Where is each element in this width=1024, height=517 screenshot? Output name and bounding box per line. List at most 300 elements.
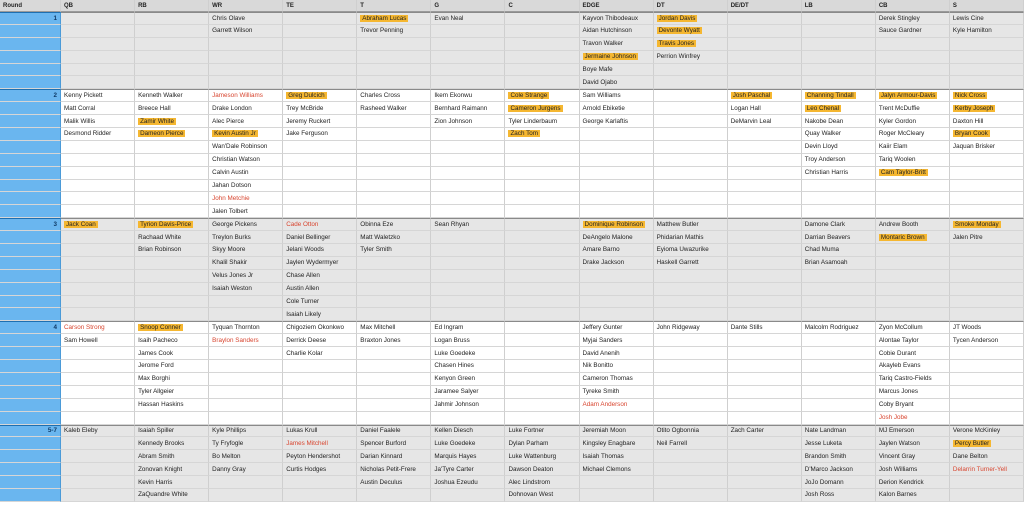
cell-wr[interactable] [209, 283, 283, 296]
cell-wr[interactable] [209, 231, 283, 244]
cell-rb[interactable] [135, 373, 209, 386]
cell-wr[interactable] [209, 347, 283, 360]
cell-wr[interactable] [209, 64, 283, 77]
cell-edge[interactable] [580, 218, 654, 231]
cell-s[interactable] [950, 386, 1024, 399]
cell-qb[interactable] [61, 205, 135, 218]
cell-lb[interactable] [802, 244, 876, 257]
cell-lb[interactable] [802, 128, 876, 141]
cell-te[interactable] [283, 399, 357, 412]
cell-s[interactable] [950, 141, 1024, 154]
cell-te[interactable] [283, 38, 357, 51]
cell-lb[interactable] [802, 489, 876, 502]
cell-qb[interactable] [61, 102, 135, 115]
cell-s[interactable] [950, 25, 1024, 38]
cell-de-dt[interactable] [728, 89, 802, 102]
cell-s[interactable] [950, 321, 1024, 334]
cell-s[interactable] [950, 360, 1024, 373]
cell-rb[interactable] [135, 270, 209, 283]
cell-qb[interactable] [61, 270, 135, 283]
cell-edge[interactable] [580, 231, 654, 244]
cell-edge[interactable] [580, 25, 654, 38]
cell-lb[interactable] [802, 167, 876, 180]
cell-t[interactable] [357, 257, 431, 270]
cell-qb[interactable] [61, 308, 135, 321]
cell-te[interactable] [283, 296, 357, 309]
cell-g[interactable] [431, 450, 505, 463]
cell-c[interactable] [505, 412, 579, 425]
cell-s[interactable] [950, 244, 1024, 257]
round-cell[interactable] [0, 76, 61, 89]
cell-s[interactable] [950, 205, 1024, 218]
cell-te[interactable] [283, 115, 357, 128]
cell-edge[interactable] [580, 425, 654, 438]
cell-wr[interactable] [209, 205, 283, 218]
round-cell[interactable] [0, 141, 61, 154]
cell-rb[interactable] [135, 51, 209, 64]
cell-qb[interactable] [61, 321, 135, 334]
cell-de-dt[interactable] [728, 25, 802, 38]
cell-rb[interactable] [135, 102, 209, 115]
cell-dt[interactable] [654, 334, 728, 347]
cell-s[interactable] [950, 257, 1024, 270]
cell-qb[interactable] [61, 38, 135, 51]
cell-c[interactable] [505, 102, 579, 115]
cell-lb[interactable] [802, 321, 876, 334]
cell-g[interactable] [431, 128, 505, 141]
cell-rb[interactable] [135, 141, 209, 154]
cell-g[interactable] [431, 64, 505, 77]
round-cell[interactable] [0, 270, 61, 283]
cell-g[interactable] [431, 51, 505, 64]
cell-dt[interactable] [654, 167, 728, 180]
cell-dt[interactable] [654, 51, 728, 64]
cell-dt[interactable] [654, 270, 728, 283]
cell-cb[interactable] [876, 412, 950, 425]
cell-qb[interactable] [61, 296, 135, 309]
cell-de-dt[interactable] [728, 476, 802, 489]
cell-t[interactable] [357, 231, 431, 244]
cell-edge[interactable] [580, 192, 654, 205]
cell-te[interactable] [283, 12, 357, 25]
cell-c[interactable] [505, 141, 579, 154]
cell-wr[interactable] [209, 102, 283, 115]
cell-t[interactable] [357, 25, 431, 38]
cell-edge[interactable] [580, 450, 654, 463]
cell-lb[interactable] [802, 89, 876, 102]
cell-edge[interactable] [580, 373, 654, 386]
cell-s[interactable] [950, 450, 1024, 463]
cell-rb[interactable] [135, 244, 209, 257]
cell-cb[interactable] [876, 257, 950, 270]
cell-de-dt[interactable] [728, 450, 802, 463]
cell-rb[interactable] [135, 476, 209, 489]
cell-wr[interactable] [209, 321, 283, 334]
cell-dt[interactable] [654, 425, 728, 438]
cell-wr[interactable] [209, 244, 283, 257]
cell-cb[interactable] [876, 115, 950, 128]
cell-de-dt[interactable] [728, 115, 802, 128]
column-header-t[interactable]: T [357, 0, 431, 12]
cell-de-dt[interactable] [728, 386, 802, 399]
cell-cb[interactable] [876, 128, 950, 141]
cell-edge[interactable] [580, 64, 654, 77]
cell-s[interactable] [950, 76, 1024, 89]
cell-g[interactable] [431, 76, 505, 89]
cell-g[interactable] [431, 167, 505, 180]
cell-rb[interactable] [135, 386, 209, 399]
cell-qb[interactable] [61, 283, 135, 296]
round-cell[interactable] [0, 244, 61, 257]
cell-c[interactable] [505, 89, 579, 102]
cell-de-dt[interactable] [728, 257, 802, 270]
cell-c[interactable] [505, 205, 579, 218]
cell-wr[interactable] [209, 360, 283, 373]
cell-wr[interactable] [209, 296, 283, 309]
cell-s[interactable] [950, 373, 1024, 386]
cell-lb[interactable] [802, 76, 876, 89]
cell-t[interactable] [357, 102, 431, 115]
cell-lb[interactable] [802, 476, 876, 489]
cell-te[interactable] [283, 244, 357, 257]
column-header-g[interactable]: G [431, 0, 505, 12]
cell-s[interactable] [950, 437, 1024, 450]
cell-edge[interactable] [580, 463, 654, 476]
cell-wr[interactable] [209, 437, 283, 450]
round-cell[interactable] [0, 476, 61, 489]
cell-cb[interactable] [876, 167, 950, 180]
cell-cb[interactable] [876, 296, 950, 309]
cell-qb[interactable] [61, 128, 135, 141]
round-cell[interactable] [0, 373, 61, 386]
cell-s[interactable] [950, 489, 1024, 502]
cell-g[interactable] [431, 437, 505, 450]
cell-wr[interactable] [209, 141, 283, 154]
cell-wr[interactable] [209, 154, 283, 167]
cell-cb[interactable] [876, 283, 950, 296]
cell-c[interactable] [505, 244, 579, 257]
cell-qb[interactable] [61, 450, 135, 463]
cell-te[interactable] [283, 141, 357, 154]
cell-g[interactable] [431, 283, 505, 296]
cell-edge[interactable] [580, 128, 654, 141]
cell-rb[interactable] [135, 205, 209, 218]
cell-cb[interactable] [876, 321, 950, 334]
cell-lb[interactable] [802, 399, 876, 412]
cell-rb[interactable] [135, 308, 209, 321]
cell-edge[interactable] [580, 244, 654, 257]
cell-edge[interactable] [580, 115, 654, 128]
cell-qb[interactable] [61, 154, 135, 167]
cell-t[interactable] [357, 167, 431, 180]
cell-g[interactable] [431, 192, 505, 205]
cell-lb[interactable] [802, 296, 876, 309]
cell-g[interactable] [431, 463, 505, 476]
cell-rb[interactable] [135, 192, 209, 205]
cell-t[interactable] [357, 141, 431, 154]
cell-rb[interactable] [135, 463, 209, 476]
cell-t[interactable] [357, 51, 431, 64]
cell-de-dt[interactable] [728, 360, 802, 373]
round-cell[interactable] [0, 167, 61, 180]
cell-g[interactable] [431, 12, 505, 25]
cell-rb[interactable] [135, 167, 209, 180]
cell-t[interactable] [357, 437, 431, 450]
cell-dt[interactable] [654, 386, 728, 399]
cell-g[interactable] [431, 360, 505, 373]
cell-s[interactable] [950, 89, 1024, 102]
column-header-round[interactable]: Round [0, 0, 61, 12]
cell-qb[interactable] [61, 244, 135, 257]
cell-de-dt[interactable] [728, 437, 802, 450]
cell-t[interactable] [357, 192, 431, 205]
cell-c[interactable] [505, 51, 579, 64]
cell-rb[interactable] [135, 89, 209, 102]
cell-te[interactable] [283, 437, 357, 450]
cell-te[interactable] [283, 89, 357, 102]
cell-cb[interactable] [876, 231, 950, 244]
cell-rb[interactable] [135, 257, 209, 270]
cell-te[interactable] [283, 205, 357, 218]
cell-wr[interactable] [209, 167, 283, 180]
cell-t[interactable] [357, 115, 431, 128]
cell-lb[interactable] [802, 437, 876, 450]
cell-de-dt[interactable] [728, 102, 802, 115]
round-cell[interactable] [0, 437, 61, 450]
cell-lb[interactable] [802, 180, 876, 193]
cell-qb[interactable] [61, 218, 135, 231]
cell-de-dt[interactable] [728, 373, 802, 386]
cell-cb[interactable] [876, 89, 950, 102]
cell-rb[interactable] [135, 399, 209, 412]
cell-edge[interactable] [580, 89, 654, 102]
round-cell[interactable] [0, 386, 61, 399]
cell-qb[interactable] [61, 180, 135, 193]
cell-s[interactable] [950, 12, 1024, 25]
cell-s[interactable] [950, 115, 1024, 128]
cell-g[interactable] [431, 244, 505, 257]
cell-wr[interactable] [209, 270, 283, 283]
cell-t[interactable] [357, 89, 431, 102]
cell-lb[interactable] [802, 12, 876, 25]
cell-cb[interactable] [876, 25, 950, 38]
cell-c[interactable] [505, 360, 579, 373]
cell-edge[interactable] [580, 283, 654, 296]
cell-de-dt[interactable] [728, 180, 802, 193]
cell-wr[interactable] [209, 180, 283, 193]
cell-cb[interactable] [876, 399, 950, 412]
cell-dt[interactable] [654, 347, 728, 360]
cell-rb[interactable] [135, 489, 209, 502]
cell-t[interactable] [357, 308, 431, 321]
column-header-rb[interactable]: RB [135, 0, 209, 12]
cell-lb[interactable] [802, 64, 876, 77]
cell-edge[interactable] [580, 296, 654, 309]
cell-rb[interactable] [135, 25, 209, 38]
cell-dt[interactable] [654, 308, 728, 321]
cell-c[interactable] [505, 25, 579, 38]
round-cell[interactable] [0, 64, 61, 77]
cell-s[interactable] [950, 154, 1024, 167]
cell-t[interactable] [357, 270, 431, 283]
round-cell[interactable]: 4 [0, 321, 61, 334]
cell-qb[interactable] [61, 231, 135, 244]
cell-s[interactable] [950, 296, 1024, 309]
column-header-s[interactable]: S [950, 0, 1024, 12]
cell-cb[interactable] [876, 308, 950, 321]
cell-de-dt[interactable] [728, 463, 802, 476]
cell-g[interactable] [431, 231, 505, 244]
cell-qb[interactable] [61, 489, 135, 502]
cell-s[interactable] [950, 347, 1024, 360]
cell-t[interactable] [357, 205, 431, 218]
cell-qb[interactable] [61, 437, 135, 450]
cell-te[interactable] [283, 450, 357, 463]
cell-edge[interactable] [580, 51, 654, 64]
round-cell[interactable]: 5-7 [0, 425, 61, 438]
cell-dt[interactable] [654, 283, 728, 296]
cell-t[interactable] [357, 373, 431, 386]
cell-dt[interactable] [654, 76, 728, 89]
cell-edge[interactable] [580, 102, 654, 115]
cell-cb[interactable] [876, 425, 950, 438]
cell-c[interactable] [505, 167, 579, 180]
cell-t[interactable] [357, 64, 431, 77]
cell-lb[interactable] [802, 25, 876, 38]
cell-edge[interactable] [580, 38, 654, 51]
round-cell[interactable] [0, 308, 61, 321]
round-cell[interactable] [0, 489, 61, 502]
cell-wr[interactable] [209, 25, 283, 38]
cell-lb[interactable] [802, 218, 876, 231]
cell-g[interactable] [431, 154, 505, 167]
cell-cb[interactable] [876, 38, 950, 51]
cell-lb[interactable] [802, 334, 876, 347]
cell-lb[interactable] [802, 360, 876, 373]
cell-s[interactable] [950, 102, 1024, 115]
cell-c[interactable] [505, 76, 579, 89]
cell-edge[interactable] [580, 205, 654, 218]
cell-edge[interactable] [580, 167, 654, 180]
cell-c[interactable] [505, 450, 579, 463]
cell-qb[interactable] [61, 25, 135, 38]
cell-cb[interactable] [876, 244, 950, 257]
column-header-wr[interactable]: WR [209, 0, 283, 12]
round-cell[interactable] [0, 154, 61, 167]
cell-dt[interactable] [654, 360, 728, 373]
cell-c[interactable] [505, 257, 579, 270]
cell-qb[interactable] [61, 399, 135, 412]
cell-cb[interactable] [876, 205, 950, 218]
cell-lb[interactable] [802, 231, 876, 244]
cell-c[interactable] [505, 399, 579, 412]
cell-g[interactable] [431, 412, 505, 425]
cell-de-dt[interactable] [728, 425, 802, 438]
column-header-c[interactable]: C [505, 0, 579, 12]
cell-c[interactable] [505, 270, 579, 283]
cell-lb[interactable] [802, 38, 876, 51]
cell-de-dt[interactable] [728, 283, 802, 296]
cell-g[interactable] [431, 270, 505, 283]
round-cell[interactable] [0, 115, 61, 128]
cell-lb[interactable] [802, 51, 876, 64]
round-cell[interactable] [0, 102, 61, 115]
cell-c[interactable] [505, 373, 579, 386]
round-cell[interactable] [0, 296, 61, 309]
cell-lb[interactable] [802, 102, 876, 115]
cell-t[interactable] [357, 360, 431, 373]
cell-c[interactable] [505, 425, 579, 438]
cell-cb[interactable] [876, 489, 950, 502]
cell-s[interactable] [950, 64, 1024, 77]
cell-t[interactable] [357, 180, 431, 193]
cell-de-dt[interactable] [728, 270, 802, 283]
cell-g[interactable] [431, 89, 505, 102]
cell-rb[interactable] [135, 334, 209, 347]
cell-lb[interactable] [802, 463, 876, 476]
cell-te[interactable] [283, 218, 357, 231]
cell-edge[interactable] [580, 257, 654, 270]
cell-c[interactable] [505, 115, 579, 128]
round-cell[interactable] [0, 412, 61, 425]
cell-c[interactable] [505, 128, 579, 141]
cell-qb[interactable] [61, 115, 135, 128]
round-cell[interactable] [0, 399, 61, 412]
cell-dt[interactable] [654, 218, 728, 231]
cell-cb[interactable] [876, 373, 950, 386]
cell-dt[interactable] [654, 192, 728, 205]
cell-qb[interactable] [61, 89, 135, 102]
cell-wr[interactable] [209, 399, 283, 412]
cell-te[interactable] [283, 154, 357, 167]
cell-edge[interactable] [580, 399, 654, 412]
cell-t[interactable] [357, 347, 431, 360]
cell-s[interactable] [950, 308, 1024, 321]
cell-qb[interactable] [61, 347, 135, 360]
cell-te[interactable] [283, 192, 357, 205]
column-header-edge[interactable]: EDGE [580, 0, 654, 12]
column-header-cb[interactable]: CB [876, 0, 950, 12]
cell-qb[interactable] [61, 334, 135, 347]
cell-t[interactable] [357, 76, 431, 89]
cell-c[interactable] [505, 154, 579, 167]
cell-de-dt[interactable] [728, 321, 802, 334]
cell-lb[interactable] [802, 270, 876, 283]
cell-g[interactable] [431, 102, 505, 115]
cell-edge[interactable] [580, 180, 654, 193]
cell-dt[interactable] [654, 64, 728, 77]
cell-edge[interactable] [580, 437, 654, 450]
cell-cb[interactable] [876, 64, 950, 77]
cell-dt[interactable] [654, 89, 728, 102]
cell-qb[interactable] [61, 167, 135, 180]
cell-edge[interactable] [580, 12, 654, 25]
cell-de-dt[interactable] [728, 308, 802, 321]
cell-g[interactable] [431, 218, 505, 231]
cell-te[interactable] [283, 308, 357, 321]
cell-cb[interactable] [876, 218, 950, 231]
cell-c[interactable] [505, 386, 579, 399]
cell-te[interactable] [283, 76, 357, 89]
cell-rb[interactable] [135, 128, 209, 141]
cell-wr[interactable] [209, 115, 283, 128]
cell-c[interactable] [505, 38, 579, 51]
cell-lb[interactable] [802, 412, 876, 425]
cell-edge[interactable] [580, 270, 654, 283]
cell-edge[interactable] [580, 489, 654, 502]
round-cell[interactable] [0, 257, 61, 270]
cell-dt[interactable] [654, 180, 728, 193]
